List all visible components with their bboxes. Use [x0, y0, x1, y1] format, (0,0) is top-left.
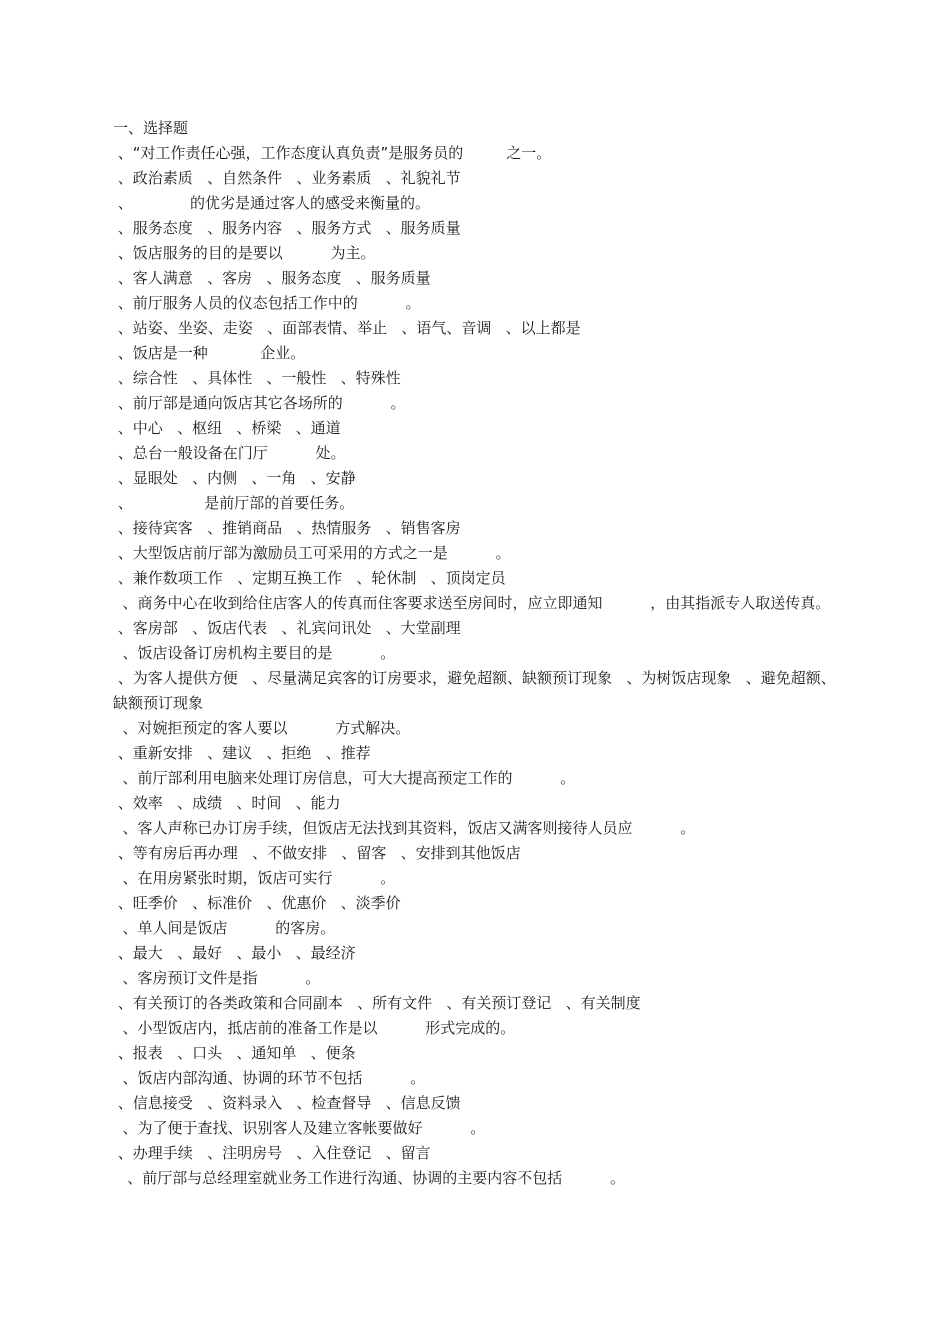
- question-text: 、商务中心在收到给住店客人的传真而住客要求送至房间时，应立即通知 ，由其指派专人取送传真。: [113, 594, 831, 612]
- question-line: 、为了便于查找、识别客人及建立客帐要做好 。: [113, 1119, 486, 1137]
- question-line: 、前厅部与总经理室就业务工作进行沟通、协调的主要内容不包括 。: [113, 1169, 625, 1187]
- option-line: 、办理手续 、注明房号 、入住登记 、留言: [113, 1144, 431, 1162]
- option-line: 、综合性 、具体性 、一般性 、特殊性: [113, 369, 401, 387]
- option-line: 、重新安排 、建议 、拒绝 、推荐: [113, 744, 371, 762]
- question-line: 、单人间是饭店 的客房。: [113, 919, 336, 937]
- option-text: 、为客人提供方便 、尽量满足宾客的订房要求，避免超额、缺额预订现象 、为树饭店现象 、避免超额、缺额预订现象: [113, 669, 836, 712]
- option-line: 、显眼处 、内侧 、一角 、安静: [113, 469, 356, 487]
- question-line: 、小型饭店内，抵店前的准备工作是以 形式完成的。: [113, 1019, 516, 1037]
- question-line: 、前厅部利用电脑来处理订房信息，可大大提高预定工作的 。: [113, 769, 576, 787]
- option-line: 、等有房后再办理 、不做安排 、留客 、安排到其他饭店: [113, 844, 521, 862]
- question-line: 、在用房紧张时期，饭店可实行 。: [113, 869, 396, 887]
- question-line-wrapped: [113, 591, 843, 616]
- question-line: 、前厅服务人员的仪态包括工作中的 。: [113, 294, 421, 312]
- option-line: 、兼作数项工作 、定期互换工作 、轮休制 、顶岗定员: [113, 569, 506, 587]
- question-line: 、饭店内部沟通、协调的环节不包括 。: [113, 1069, 426, 1087]
- question-line: 、前厅部是通向饭店其它各场所的 。: [113, 394, 406, 412]
- question-list: [113, 116, 843, 1191]
- option-line: 、服务态度 、服务内容 、服务方式 、服务质量: [113, 219, 461, 237]
- option-line: 、接待宾客 、推销商品 、热情服务 、销售客房: [113, 519, 461, 537]
- option-line: 、报表 、口头 、通知单 、便条: [113, 1044, 356, 1062]
- option-line: 、效率 、成绩 、时间 、能力: [113, 794, 341, 812]
- question-line: 、饭店是一种 企业。: [113, 344, 306, 362]
- question-line: 、客房预订文件是指 。: [113, 969, 321, 987]
- option-line: 、最大 、最好 、最小 、最经济: [113, 944, 356, 962]
- question-line: 、饭店设备订房机构主要目的是 。: [113, 644, 396, 662]
- option-line-wrapped: [113, 666, 843, 716]
- option-line: 、客房部 、饭店代表 、礼宾问讯处 、大堂副理: [113, 619, 461, 637]
- question-line: 、饭店服务的目的是要以 为主。: [113, 244, 376, 262]
- option-line: 、有关预订的各类政策和合同副本 、所有文件 、有关预订登记 、有关制度: [113, 994, 641, 1012]
- question-line: 、 是前厅部的首要任务。: [113, 494, 355, 512]
- option-line: 、中心 、枢纽 、桥梁 、通道: [113, 419, 341, 437]
- option-line: 、政治素质 、自然条件 、业务素质 、礼貌礼节: [113, 169, 461, 187]
- option-line: 、旺季价 、标准价 、优惠价 、淡季价: [113, 894, 401, 912]
- question-line: 、总台一般设备在门厅 处。: [113, 444, 346, 462]
- option-line: 、信息接受 、资料录入 、检查督导 、信息反馈: [113, 1094, 461, 1112]
- question-line: 、“对工作责任心强，工作态度认真负责”是服务员的 之一。: [113, 144, 552, 162]
- section-title: 一、选择题: [113, 119, 189, 137]
- question-line: 、对婉拒预定的客人要以 方式解决。: [113, 719, 411, 737]
- question-line: 、客人声称已办订房手续，但饭店无法找到其资料，饭店又满客则接待人员应 。: [113, 819, 696, 837]
- question-line: 、大型饭店前厅部为激励员工可采用的方式之一是 。: [113, 544, 511, 562]
- option-line: 、站姿、坐姿、走姿 、面部表情、举止 、语气、音调 、以上都是: [113, 319, 581, 337]
- option-line: 、客人满意 、客房 、服务态度 、服务质量: [113, 269, 431, 287]
- question-line: 、 的优劣是通过客人的感受来衡量的。: [113, 194, 430, 212]
